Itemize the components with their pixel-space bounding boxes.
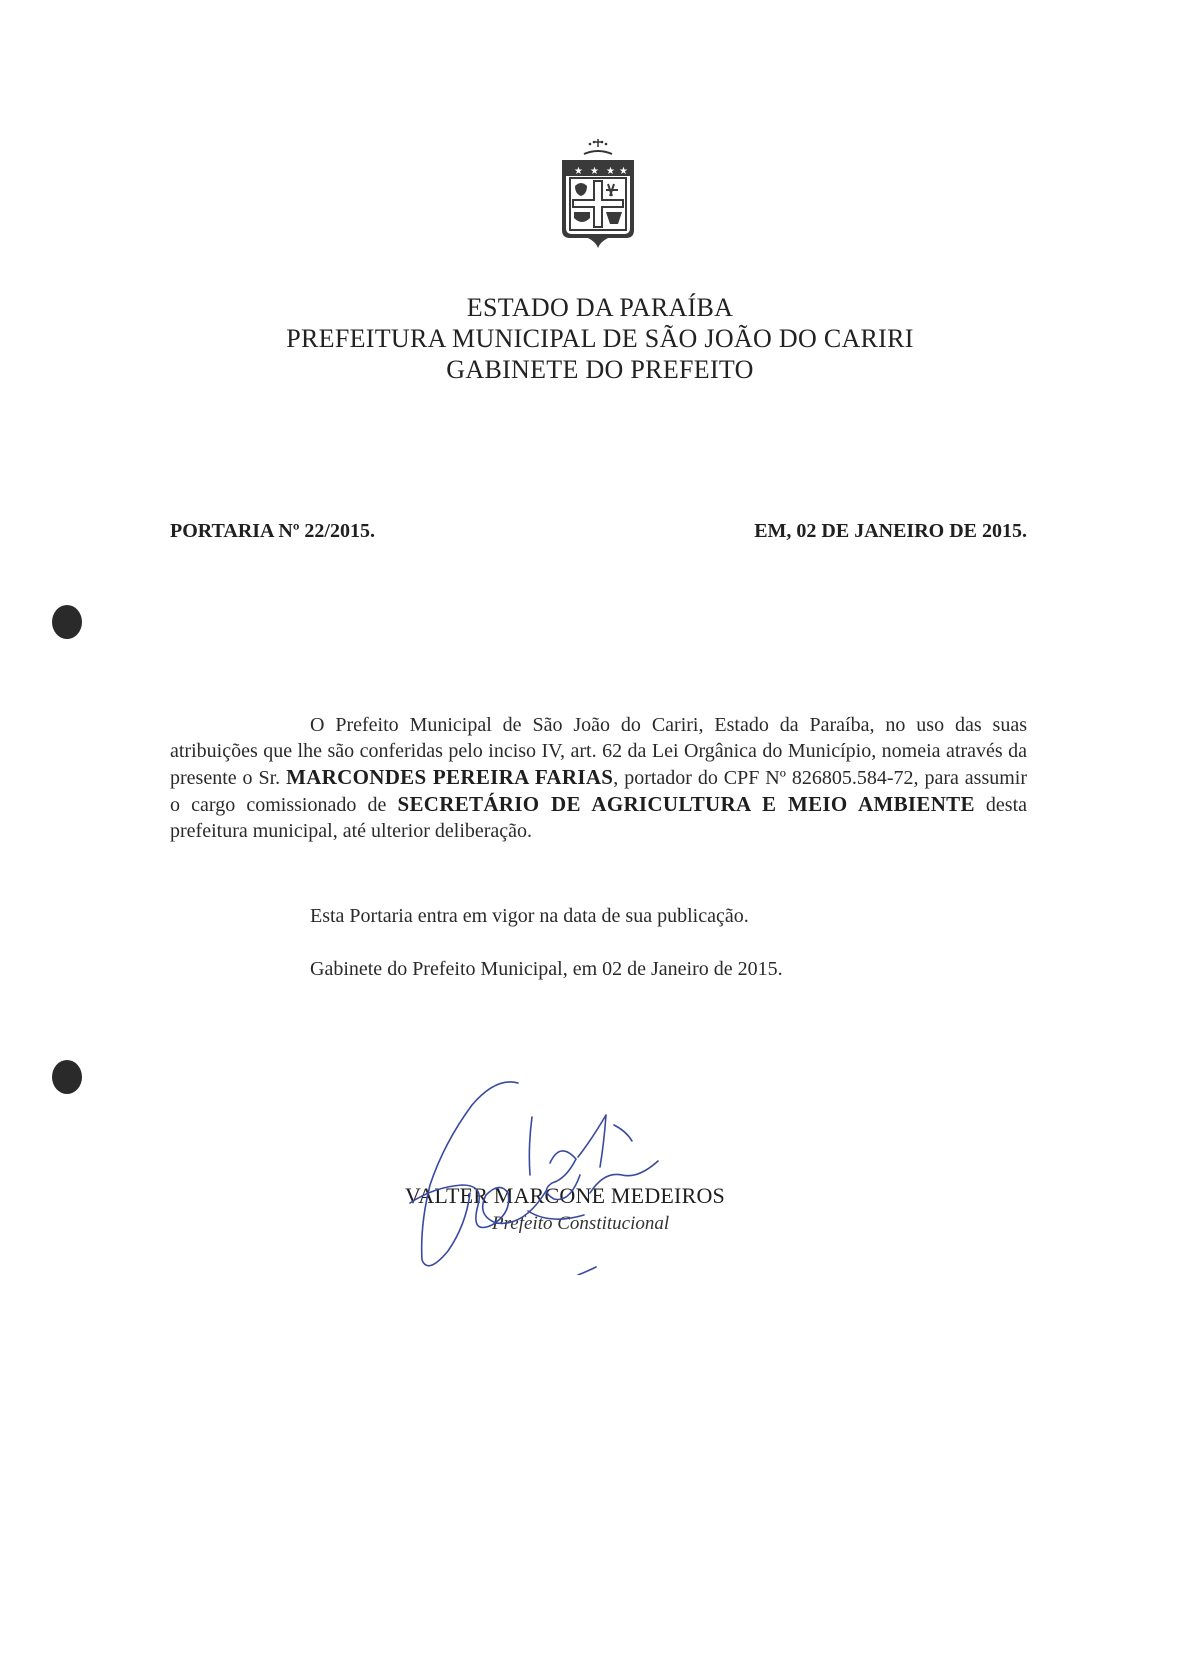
svg-text:★: ★ bbox=[619, 166, 628, 177]
header-prefecture: PREFEITURA MUNICIPAL DE SÃO JOÃO DO CARIRI bbox=[286, 324, 914, 353]
body-text-part2: , portador do CPF Nº 826805.584-72, para assumir o cargo comissionado de bbox=[170, 767, 1027, 816]
header-office: GABINETE DO PREFEITO bbox=[446, 355, 754, 384]
svg-text:★: ★ bbox=[606, 166, 615, 177]
appointed-role: SECRETÁRIO DE AGRICULTURA E MEIO AMBIENTE bbox=[397, 792, 975, 816]
appointee-name: MARCONDES PEREIRA FARIAS bbox=[286, 765, 614, 789]
signatory-title: Prefeito Constitucional bbox=[492, 1213, 670, 1234]
signatory-name: VALTER MARCONE MEDEIROS bbox=[405, 1183, 725, 1208]
handwritten-signature-icon bbox=[400, 1075, 720, 1275]
punch-hole-icon bbox=[52, 605, 82, 639]
effective-clause: Esta Portaria entra em vigor na data de sua publicação. bbox=[310, 905, 749, 927]
body-paragraph bbox=[170, 712, 1027, 844]
municipal-coat-of-arms-icon bbox=[548, 138, 648, 256]
svg-text:★: ★ bbox=[590, 166, 599, 177]
punch-hole-icon bbox=[52, 1060, 82, 1094]
body-text-part1: O Prefeito Municipal de São João do Cariri, Estado da Paraíba, no uso das suas atribuições que lhe são conferidas pelo inciso IV, art. 62 da Lei Orgânica do Município, nomeia através da presente o Sr. bbox=[170, 714, 1027, 789]
portaria-number: PORTARIA Nº 22/2015. bbox=[170, 520, 375, 542]
header-state: ESTADO DA PARAÍBA bbox=[466, 293, 734, 322]
issue-place-date: Gabinete do Prefeito Municipal, em 02 de Janeiro de 2015. bbox=[310, 958, 783, 980]
body-text-part3: desta prefeitura municipal, até ulterior deliberação. bbox=[170, 794, 1028, 842]
portaria-date: EM, 02 DE JANEIRO DE 2015. bbox=[754, 520, 1027, 542]
document-header bbox=[0, 292, 1200, 385]
svg-text:★: ★ bbox=[574, 166, 583, 177]
